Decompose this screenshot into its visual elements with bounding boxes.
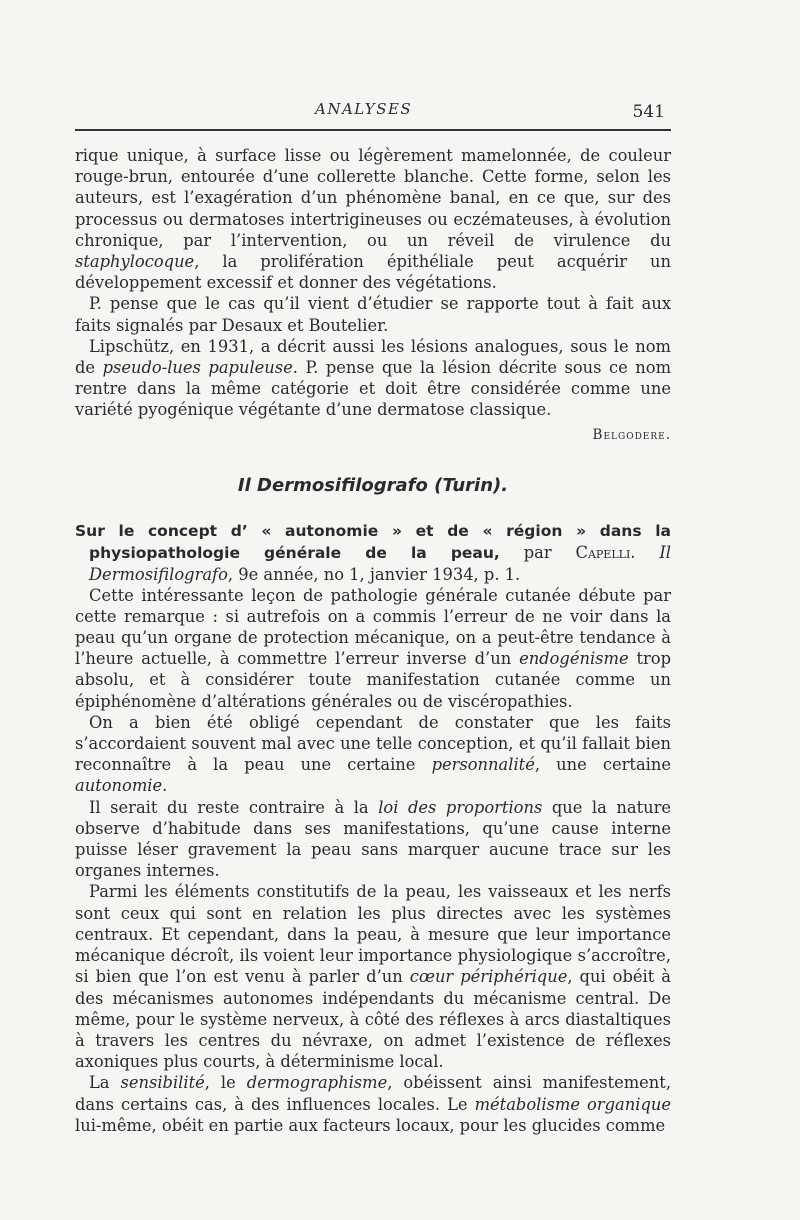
paragraph: Il serait du reste contraire à la loi des proportions que la nature observe d’habitude dans ses manifestations, qu’une cause interne puisse léser gravement la peau sans marquer aucune trace sur les organes internes. — [75, 797, 672, 881]
header-rule — [75, 129, 671, 131]
journal-heading: Il Dermosifilografo (Turin). — [237, 474, 509, 496]
article-title: Sur le concept d’ « autonomie » et de « région » dans la physiopathologie générale de la peau, par Capelli. Il Dermosifilografo, 9e année, no 1, janvier 1934, p. 1. — [75, 521, 671, 584]
author-signature: Belgodere. — [592, 426, 671, 443]
page-number: 541 — [632, 102, 665, 122]
paragraph: Lipschütz, en 1931, a décrit aussi les lésions analogues, sous le nom de pseudo-lues papuleuse. P. pense que la lésion décrite sous ce nom rentre dans la même catégorie et doit être considérée comme une variété pyogénique végétante d’une dermatose classique. — [75, 336, 672, 420]
paragraph: rique unique, à surface lisse ou légèrement mamelonnée, de couleur rouge-brun, entourée d’une collerette blanche. Cette forme, selon les auteurs, est l’exagération d’un phénomène banal, en ce que, sur des processus ou dermatoses intertrigineuses ou eczémateuses, à évolution chronique, par l’intervention, ou un réveil de virulence du staphylocoque, la prolifération épithéliale peut acquérir un développement excessif et donner des végétations. — [75, 146, 671, 293]
paragraph: P. pense que le cas qu’il vient d’étudier se rapporte tout à fait aux faits signalés par Desaux et Boutelier. — [75, 294, 671, 335]
paragraph: Parmi les éléments constitutifs de la peau, les vaisseaux et les nerfs sont ceux qui sont en relation les plus directes avec les systèmes centraux. Et cependant, dans la peau, à mesure que leur importance mécanique décroît, ils voient leur importance physiologique s’accroître, si bien que l’on est venu à parler d’un cœur périphérique, qui obéit à des mécanismes autonomes indépendants du mécanisme central. De même, pour le système nerveux, à côté des réflexes à arcs diastaltiques à travers les centres du névraxe, on admet l’existence de réflexes axoniques plus courts, à déterminisme local. — [75, 882, 671, 1072]
running-title: ANALYSES — [315, 100, 413, 118]
paragraph: Cette intéressante leçon de pathologie générale cutanée débute par cette remarque : si autrefois on a commis l’erreur de ne voir dans la peau qu’un organe de protection mécanique, on a peut-être tendance à l’heure actuelle, à commettre l’erreur inverse d’un endogénisme trop absolu, et à considérer toute manifestation cutanée comme un épiphénomène d’altérations générales ou de viscéropathies. — [75, 585, 671, 711]
paragraph: La sensibilité, le dermographisme, obéissent ainsi manifestement, dans certains cas, à des influences locales. Le métabolisme organique lui-même, obéit en partie aux facteurs locaux, pour les glucides comme — [75, 1073, 671, 1135]
page-body — [75, 145, 671, 1136]
page-header — [75, 96, 671, 126]
document-page — [75, 96, 671, 1136]
paragraph: On a bien été obligé cependant de constater que les faits s’accordaient souvent mal avec une telle conception, et qu’il fallait bien reconnaître à la peau une certaine personnalité, une certaine autonomie. — [75, 712, 671, 796]
